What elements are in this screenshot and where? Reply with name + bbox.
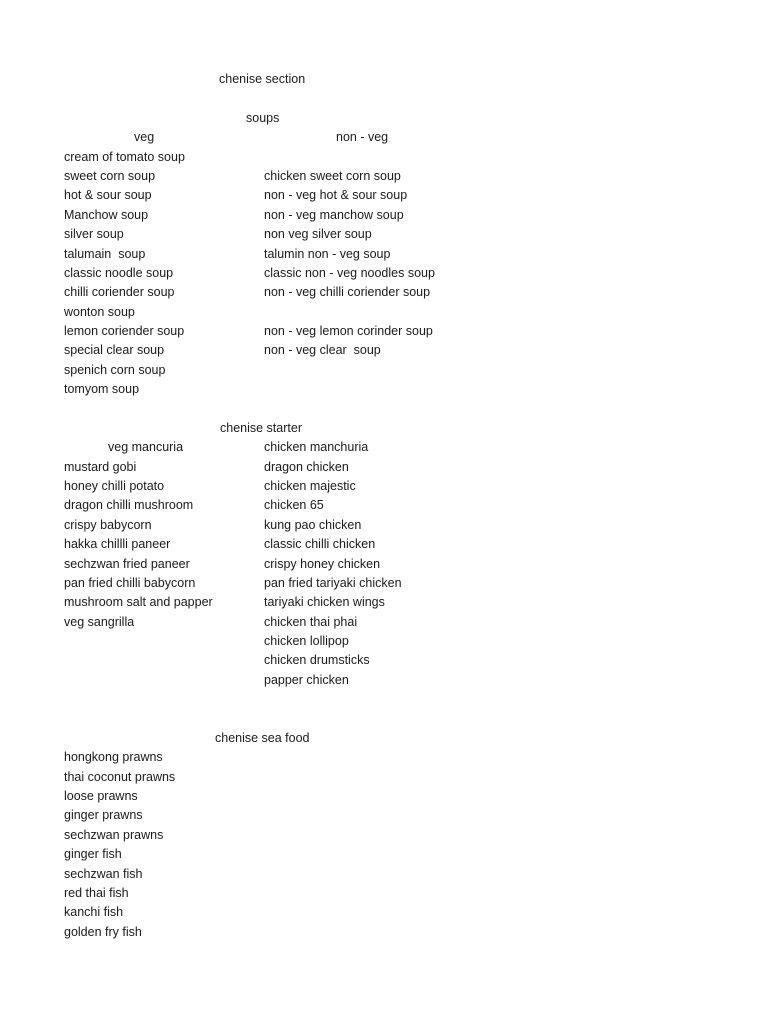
starter-veg-item: veg sangrilla bbox=[64, 615, 135, 629]
soups-veg-header: veg bbox=[134, 130, 155, 144]
starter-nonveg-item: crispy honey chicken bbox=[264, 557, 381, 571]
soup-nonveg-item: non - veg chilli coriender soup bbox=[264, 285, 431, 299]
soup-veg-item: tomyom soup bbox=[64, 382, 140, 396]
soup-veg-item: chilli coriender soup bbox=[64, 285, 175, 299]
starter-nonveg-item: pan fried tariyaki chicken bbox=[264, 576, 402, 590]
seafood-item: kanchi fish bbox=[64, 905, 124, 919]
seafood-item: sechzwan fish bbox=[64, 867, 143, 881]
seafood-item: thai coconut prawns bbox=[64, 770, 176, 784]
soup-veg-item: lemon coriender soup bbox=[64, 324, 185, 338]
starter-nonveg-item: chicken thai phai bbox=[264, 615, 358, 629]
soups-heading: soups bbox=[246, 111, 280, 125]
soup-nonveg-item: non - veg manchow soup bbox=[264, 208, 404, 222]
starter-veg-item: dragon chilli mushroom bbox=[64, 498, 194, 512]
soup-nonveg-item: non - veg clear soup bbox=[264, 343, 381, 357]
soup-veg-item: wonton soup bbox=[64, 305, 135, 319]
starter-nonveg-item: classic chilli chicken bbox=[264, 537, 376, 551]
seafood-item: loose prawns bbox=[64, 789, 138, 803]
soup-nonveg-item: non - veg lemon corinder soup bbox=[264, 324, 433, 338]
starter-nonveg-item: chicken manchuria bbox=[264, 440, 369, 454]
starter-nonveg-item: chicken lollipop bbox=[264, 634, 349, 648]
soup-veg-item: hot & sour soup bbox=[64, 188, 152, 202]
soup-nonveg-item: non veg silver soup bbox=[264, 227, 372, 241]
starter-veg-item: mustard gobi bbox=[64, 460, 137, 474]
seafood-item: sechzwan prawns bbox=[64, 828, 164, 842]
starter-nonveg-item: tariyaki chicken wings bbox=[264, 595, 385, 609]
starter-heading: chenise starter bbox=[220, 421, 302, 435]
soup-nonveg-item: talumin non - veg soup bbox=[264, 247, 391, 261]
seafood-item: ginger prawns bbox=[64, 808, 143, 822]
soup-veg-item: sweet corn soup bbox=[64, 169, 156, 183]
soup-nonveg-item: classic non - veg noodles soup bbox=[264, 266, 435, 280]
soup-veg-item: spenich corn soup bbox=[64, 363, 166, 377]
soup-veg-item: classic noodle soup bbox=[64, 266, 174, 280]
starter-veg-item: honey chilli potato bbox=[64, 479, 165, 493]
seafood-item: ginger fish bbox=[64, 847, 122, 861]
soup-veg-item: Manchow soup bbox=[64, 208, 149, 222]
soup-nonveg-item: non - veg hot & sour soup bbox=[264, 188, 408, 202]
soups-nonveg-header: non - veg bbox=[336, 130, 389, 144]
starter-veg-item: veg mancuria bbox=[108, 440, 184, 454]
soup-veg-item: talumain soup bbox=[64, 247, 146, 261]
page-title: chenise section bbox=[219, 72, 306, 86]
seafood-item: red thai fish bbox=[64, 886, 129, 900]
starter-nonveg-item: chicken majestic bbox=[264, 479, 356, 493]
starter-veg-item: hakka chillli paneer bbox=[64, 537, 171, 551]
soup-nonveg-item: chicken sweet corn soup bbox=[264, 169, 401, 183]
starter-veg-item: mushroom salt and papper bbox=[64, 595, 213, 609]
soup-veg-item: special clear soup bbox=[64, 343, 165, 357]
starter-veg-item: crispy babycorn bbox=[64, 518, 152, 532]
starter-nonveg-item: kung pao chicken bbox=[264, 518, 362, 532]
seafood-item: golden fry fish bbox=[64, 925, 142, 939]
starter-veg-item: pan fried chilli babycorn bbox=[64, 576, 196, 590]
starter-nonveg-item: papper chicken bbox=[264, 673, 349, 687]
starter-nonveg-item: chicken drumsticks bbox=[264, 653, 370, 667]
starter-veg-item: sechzwan fried paneer bbox=[64, 557, 190, 571]
starter-nonveg-item: dragon chicken bbox=[264, 460, 349, 474]
soup-veg-item: silver soup bbox=[64, 227, 124, 241]
soup-veg-item: cream of tomato soup bbox=[64, 150, 185, 164]
starter-nonveg-item: chicken 65 bbox=[264, 498, 324, 512]
seafood-heading: chenise sea food bbox=[215, 731, 310, 745]
seafood-item: hongkong prawns bbox=[64, 750, 163, 764]
